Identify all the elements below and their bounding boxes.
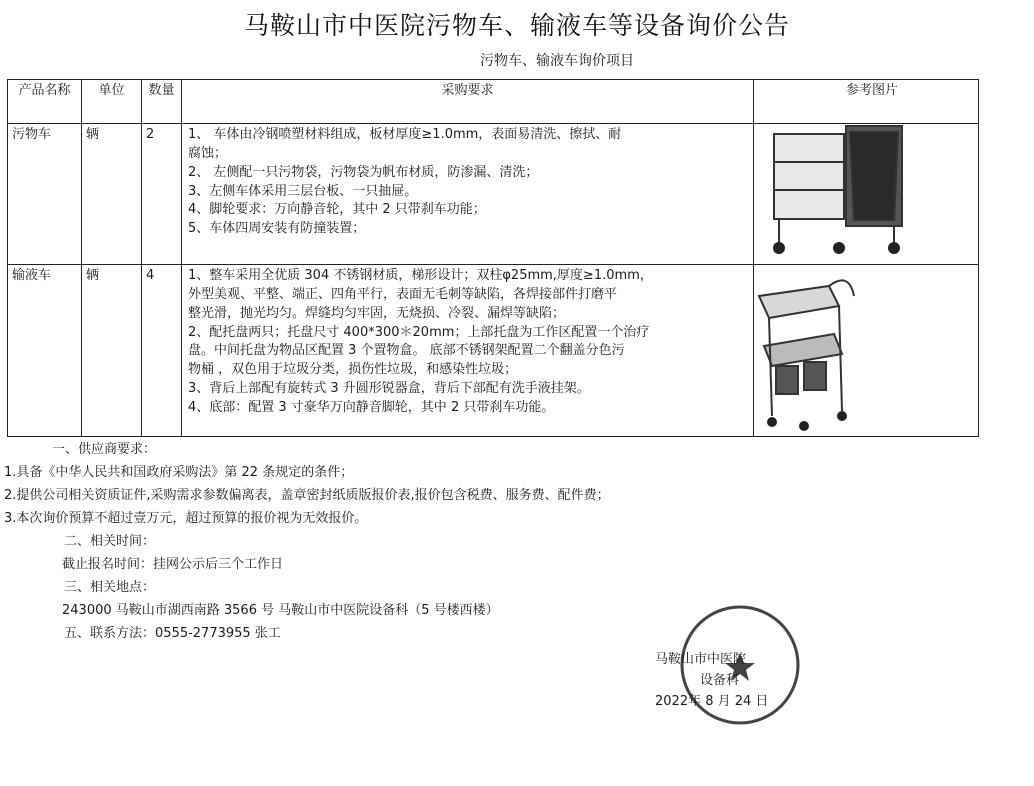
supplier-item: 1.具备《中华人民共和国政府采购法》第 22 条规定的条件； (4, 465, 354, 480)
page-title: 马鞍山市中医院污物车、输液车等设备询价公告 (243, 11, 790, 40)
table-row (8, 265, 979, 437)
requirement-line: 外型美观、平整、端正、四角平行，表面无毛刺等缺陷，各焊接部件打磨平 (188, 286, 618, 302)
requirement-line: 整光滑，抛光均匀。焊缝均匀牢固，无烧损、冷裂、漏焊等缺陷； (188, 305, 566, 321)
supplier-item: 3.本次询价预算不超过壹万元，超过预算的报价视为无效报价。 (4, 511, 368, 526)
requirement-line: 3、左侧车体采用三层台板、一只抽屉。 (188, 183, 418, 199)
header-qty: 数量 (142, 80, 182, 124)
header-name: 产品名称 (8, 80, 82, 124)
place-heading: 三、相关地点： (64, 580, 156, 595)
signature-dept: 设备科 (700, 673, 740, 688)
requirement-line: 2、 左侧配一只污物袋，污物袋为帆布材质，防渗漏、清洗； (188, 164, 539, 180)
supplier-heading: 一、供应商要求： (52, 442, 157, 457)
row-name: 污物车 (8, 124, 82, 265)
header-unit: 单位 (82, 80, 142, 124)
requirement-line: 1、 车体由冷钢喷塑材料组成，板材厚度≥1.0mm，表面易清洗、擦拭、耐 (188, 127, 622, 142)
row-requirements (182, 124, 754, 265)
dirty-cart-photo-icon (754, 124, 979, 264)
row-unit: 辆 (82, 124, 142, 265)
requirement-line: 腐蚀； (188, 145, 228, 161)
header-image: 参考图片 (754, 80, 979, 124)
contact-text: 五、联系方法：0555-2773955 张工 (64, 626, 281, 641)
requirement-line: 物桶 ，双色用于垃圾分类，损伤性垃圾，和感染性垃圾； (188, 362, 518, 378)
requirement-line: 5、车体四周安装有防撞装置； (188, 221, 366, 237)
row-name: 输液车 (8, 265, 82, 437)
row-qty: 4 (142, 265, 182, 437)
table-row (8, 124, 979, 265)
infusion-cart-photo-icon (754, 266, 979, 436)
signature-org: 马鞍山市中医院 (655, 652, 747, 667)
requirements-table (7, 79, 979, 437)
related-heading: 二、相关时间： (64, 534, 156, 549)
header-requirements: 采购要求 (182, 80, 754, 124)
requirement-line: 盘。中间托盘为物品区配置 3 个置物盒。 底部不锈钢架配置二个翻盖分色污 (188, 343, 625, 359)
deadline-text: 截止报名时间：挂网公示后三个工作日 (62, 557, 284, 572)
requirement-line: 4、底部：配置 3 寸豪华万向静音脚轮，其中 2 只带刹车功能。 (188, 399, 555, 415)
infusion-cart-image-cell (754, 265, 979, 437)
supplier-item: 2.提供公司相关资质证件,采购需求参数偏离表，盖章密封纸质版报价表,报价包含税费、服务费、配件费； (4, 488, 610, 503)
supplier-section (4, 438, 610, 645)
requirement-line: 2、配托盘两只；托盘尺寸 400*300＊20mm；上部托盘为工作区配置一个治疗 (188, 324, 650, 340)
signature-date: 2022年 8 月 24 日 (655, 694, 769, 709)
row-unit: 辆 (82, 265, 142, 437)
address-text: 243000 马鞍山市湖西南路 3566 号 马鞍山市中医院设备科（5 号楼西楼） (62, 603, 499, 618)
dirty-cart-image-cell (754, 124, 979, 265)
requirement-line: 4、脚轮要求：万向静音轮，其中 2 只带刹车功能； (188, 202, 486, 218)
row-qty: 2 (142, 124, 182, 265)
row-requirements (182, 265, 754, 437)
table-header-row (8, 80, 979, 124)
requirement-line: 1、整车采用全优质 304 不锈钢材质，梯形设计；双柱φ25mm,厚度≥1.0mm， (188, 268, 653, 283)
requirement-line: 3、背后上部配有旋转式 3 升圆形锐器盒，背后下部配有洗手液挂架。 (188, 381, 590, 397)
page-subtitle: 污物车、输液车询价项目 (480, 53, 634, 69)
